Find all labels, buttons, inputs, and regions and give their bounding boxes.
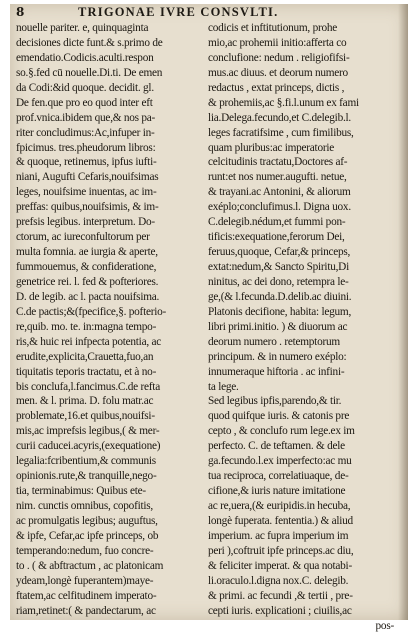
left-column-line: & ipfe, Cefar,ac ipfe princeps, ob	[16, 529, 202, 544]
left-column-line: opinionis.rute,& tranquille,nego-	[16, 469, 202, 484]
left-column-line: ac promulgatis legibus; auguftus,	[16, 514, 202, 529]
right-column-line: conclufione: nedum . religiofifsi-	[208, 51, 394, 66]
book-page	[10, 4, 408, 620]
left-column-line: nim. cunctis omnibus, copofitis,	[16, 499, 202, 514]
right-column-line: quod quifque iuris. & catonis pre	[208, 409, 394, 424]
right-column-line: libri primi.initio. ) & diuorum ac	[208, 320, 394, 335]
right-column-line: perfecto. C. de teftamen. & dele	[208, 439, 394, 454]
right-column-line: cepti iuris. explicationi ; ciuilis,ac	[208, 604, 394, 619]
left-column-line: men. & l. prima. D. folu matr.ac	[16, 394, 202, 409]
right-column-line: tificis:exequatione,ferorum Dei,	[208, 230, 394, 245]
right-column-line: exéplo;conclufimus.l. Digna uox.	[208, 200, 394, 215]
left-column-line: tia, terminabimus: Quibus ete-	[16, 484, 202, 499]
right-column-line: runt:et nos numer.augufti. netue,	[208, 170, 394, 185]
left-column-line: decisiones dicte funt.& s.primo de	[16, 36, 202, 51]
right-column-line: celcitudinis tractatu,Doctores af-	[208, 155, 394, 170]
left-column-line: ftatem,ac celfitudinem imperato-	[16, 589, 202, 604]
right-column-line: innumeraque hiftoria . ac infini-	[208, 365, 394, 380]
left-column-line: emendatio.Codicis.aculti.respon	[16, 51, 202, 66]
right-column-line: redactus , extat princeps, dictis ,	[208, 81, 394, 96]
right-column-line: deorum numero . retemptorum	[208, 335, 394, 350]
right-column-line: longè fuperata. fententia.) & aliud	[208, 514, 394, 529]
right-column-line: C.delegib.nédum,et fummi pon-	[208, 215, 394, 230]
right-column-line: Platonis decifione, habita: legum,	[208, 305, 394, 320]
left-column-line: riam,retinet:( & pandectarum, ac	[16, 604, 202, 619]
left-column-line: re,quib. mo. te. in:magna tempo-	[16, 320, 202, 335]
left-column-line: so.§.fed cū nouelle.Di.ti. De emen	[16, 66, 202, 81]
right-column-line: cifione,& iuris nature imitatione	[208, 484, 394, 499]
left-column-line: curii caducei.acyris,(exequatione)	[16, 439, 202, 454]
left-column-line: legalia:fcribentium,& communis	[16, 454, 202, 469]
left-column-line: problemate,16.et quibus,nouifsi-	[16, 409, 202, 424]
right-column-line: ac re,uera,(& euripidis.in hecuba,	[208, 499, 394, 514]
left-column-line: & quoque, retinemus, ipfus iufti-	[16, 155, 202, 170]
right-column-line: peri ),coftruit ipfe princeps.ac diu,	[208, 544, 394, 559]
left-column-line: prefsis legibus. interpretum. Do-	[16, 215, 202, 230]
right-column-line: ga.fecundo.l.ex imperfecto:ac mu	[208, 454, 394, 469]
left-column-line: ris,& huic rei infpecta potentia, ac	[16, 335, 202, 350]
left-text-column	[16, 21, 202, 619]
right-column-line: li.oraculo.l.digna nox.C. delegib.	[208, 574, 394, 589]
left-column-line: riter concludimus:Ac,infuper in-	[16, 126, 202, 141]
right-column-line: codicis et inftitutionum, prohe	[208, 21, 394, 36]
right-column-line: & primi. ac fecundi ,& tertii , pre-	[208, 589, 394, 604]
right-column-line: & prohemiis,ac §.fi.l.unum ex fami	[208, 96, 394, 111]
left-column-line: preffas: quibus,nouifsimis, & im-	[16, 200, 202, 215]
right-column-line: & trayani.ac Antonini, & aliorum	[208, 185, 394, 200]
left-column-line: nouelle pariter. e, quinquaginta	[16, 21, 202, 36]
right-column-line: quam pluribus:ac imperatorie	[208, 141, 394, 156]
right-column-line: lia.Delega.fecundo,et C.delegib.l.	[208, 111, 394, 126]
right-column-line: cepto , & conclufo rum lege.ex im	[208, 424, 394, 439]
left-column-line: temperando:nedum, fuo concre-	[16, 544, 202, 559]
right-column-line: & feliciter imperat. & qua notabi-	[208, 559, 394, 574]
left-column-line: tiquitatis teporis tractatu, et à no-	[16, 365, 202, 380]
left-column-line: mis,ac imprefsis legibus,( & mer-	[16, 424, 202, 439]
left-column-line: fpicimus. tres.pheudorum libros:	[16, 141, 202, 156]
right-column-line: tua reciproca, correlatiuaque, de-	[208, 469, 394, 484]
left-column-line: erudite,explicita,Crauetta,fuo,an	[16, 350, 202, 365]
right-column-line: feruus,quoque, Cefar,& princeps,	[208, 245, 394, 260]
right-column-line: ge,(& l.fecunda.D.delib.ac diuini.	[208, 290, 394, 305]
left-column-line: fummouemus, & confideratione,	[16, 260, 202, 275]
right-column-line: pos-	[208, 619, 394, 633]
left-column-line: ctorum, ac iureconfultorum per	[16, 230, 202, 245]
folio-number: 8	[16, 5, 24, 19]
right-column-line: ta lege.	[208, 380, 394, 395]
left-column-line: da Codi:&id quoque. decidit. gl.	[16, 81, 202, 96]
running-head	[10, 4, 408, 20]
right-column-line: mus.ac diuus. et deorum numero	[208, 66, 394, 81]
left-column-line: prof.vnica.ibidem que,& nos pa-	[16, 111, 202, 126]
right-column-line: principum. & in numero exéplo:	[208, 350, 394, 365]
right-column-line: Sed legibus ipfis,parendo,& tir.	[208, 394, 394, 409]
left-column-line: ydeam,longè fuperantem)maye-	[16, 574, 202, 589]
right-column-line: mio,ac prohemii initio:afferta co	[208, 36, 394, 51]
right-column-line: extat:nedum,& Sancto Spiritu,Di	[208, 260, 394, 275]
right-column-line: leges facratifsime , cum fimilibus,	[208, 126, 394, 141]
running-title: TRIGONAE IVRE CONSVLTI.	[78, 5, 278, 20]
left-column-line: genetrice rei. l. fed & pofteriores.	[16, 275, 202, 290]
left-column-line: C.de pactis;&(fpecifice,§. pofterio-	[16, 305, 202, 320]
right-text-column	[208, 21, 394, 633]
left-column-line: bis conclufa,l.fancimus.C.de refta	[16, 380, 202, 395]
left-column-line: multa fomnia. ae iurgia & aperte,	[16, 245, 202, 260]
right-column-line: ninitus, ac dei dono, retempra le-	[208, 275, 394, 290]
right-column-line: imperium. ac fupra imperium im	[208, 529, 394, 544]
left-column-line: leges, nouifsime inuentas, ac im-	[16, 185, 202, 200]
left-column-line: niani, Augufti Cefaris,nouifsimas	[16, 170, 202, 185]
left-column-line: De fen.que pro eo quod inter eft	[16, 96, 202, 111]
left-column-line: to . ( & abftractum , ac platonicam	[16, 559, 202, 574]
left-column-line: D. de legib. ac l. pacta nouifsima.	[16, 290, 202, 305]
